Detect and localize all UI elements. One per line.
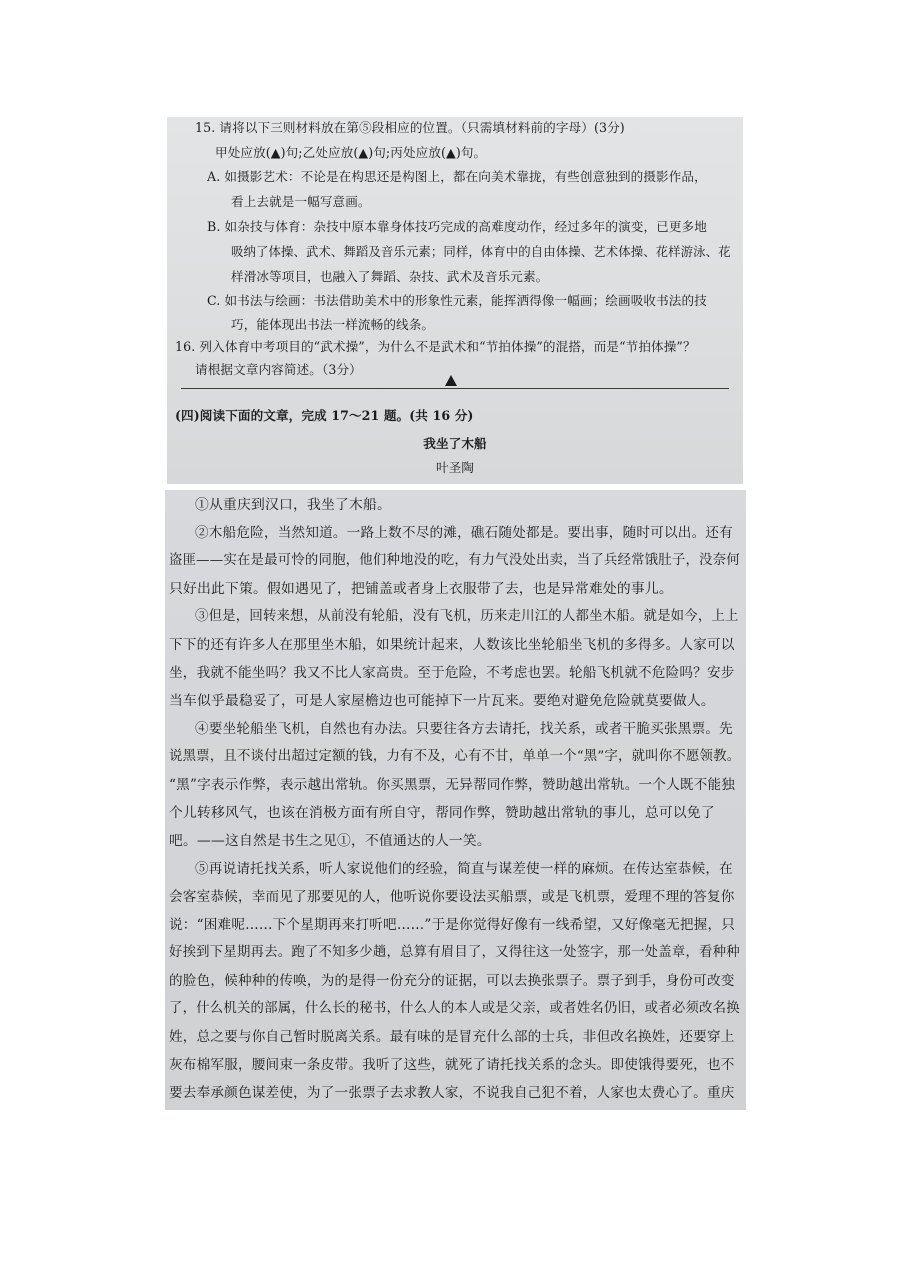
para-3-line: 当车似乎最稳妥了，可是人家屋檐边也可能掉下一片瓦来。要绝对避免危险就莫要做人。 xyxy=(169,693,715,709)
section-four-heading: (四)阅读下面的文章，完成 17～21 题。(共 16 分) xyxy=(175,408,474,423)
exam-photo-top xyxy=(167,117,743,484)
para-5-line: 要去奉承颜色谋差使，为了一张票子去求教人家，不说我自己犯不着，人家也太费心了。重庆 xyxy=(169,1085,735,1101)
para-5-line: 了，什么机关的部属，什么长的秘书，什么人的本人或是父亲，或者姓名仍旧，或者必须改名换 xyxy=(169,1001,740,1016)
para-5-line: ⑤再说请托找关系，听人家说他们的经验，简直与谋差使一样的麻烦。在传达室恭候，在 xyxy=(195,861,733,877)
article-title: 我坐了木船 xyxy=(423,436,487,451)
q16-line-1: 16. 列入体育中考项目的“武术操”，为什么不是武术和“节拍体操”的混搭，而是“节拍体操”？ xyxy=(175,339,696,354)
para-3-line: ③但是，回转来想，从前没有轮船，没有飞机，历来走川江的人都坐木船。就是如今，上上 xyxy=(195,609,739,624)
option-b-line-1: B. 如杂技与体育：杂技中原本靠身体技巧完成的高难度动作，经过多年的演变，已更多地 xyxy=(207,219,707,234)
para-2-line: 盗匪——实在是最可怜的同胞，他们种地没的吃，有力气没处出卖，当了兵经常饿肚子，没奈何 xyxy=(169,553,740,568)
para-5-line: 说：“困难呢……下个星期再来打听吧……”于是你觉得好像有一线希望，又好像毫无把握，只 xyxy=(169,917,736,933)
para-1-line: ①从重庆到汉口，我坐了木船。 xyxy=(195,497,391,513)
article-author: 叶圣陶 xyxy=(435,460,475,475)
para-4-line: ④要坐轮船坐飞机，自然也有办法。只要往各方去请托，找关系，或者干脆买张黑票。先 xyxy=(195,721,733,737)
answer-triangle-icon xyxy=(445,375,457,386)
q15-blank-line: 甲处应放(▲)句;乙处应放(▲)句;丙处应放(▲)句。 xyxy=(215,145,487,160)
para-5-line: 好挨到下星期再去。跑了不知多少趟，总算有眉目了，又得往这一处签字，那一处盖章，看种种 xyxy=(169,945,740,960)
para-2-line: 只好出此下策。假如遇见了，把铺盖或者身上衣服带了去，也是异常难处的事儿。 xyxy=(169,581,673,597)
para-4-line: 吧。——这自然是书生之见①，不值通达的人一笑。 xyxy=(169,833,491,849)
option-b-line-2: 吸纳了体操、武术、舞蹈及音乐元素；同样，体育中的自由体操、艺术体操、花样游泳、花 xyxy=(231,244,731,259)
option-c-line-2: 巧，能体现出书法一样流畅的线条。 xyxy=(231,317,435,332)
option-a-line-1: A. 如摄影艺术：不论是在构思还是构图上，都在向美术靠拢，有些创意独到的摄影作品， xyxy=(207,169,707,184)
para-4-line: 个儿转移风气，也该在消极方面有所自守，帮同作弊，赞助越出常轨的事儿，总可以免了 xyxy=(169,805,715,821)
para-5-line: 会客室恭候，幸而见了那要见的人，他听说你要设法买船票，或是飞机票，爱理不理的答复你 xyxy=(169,889,735,905)
option-a-line-2: 看上去就是一幅写意画。 xyxy=(231,194,371,209)
para-5-line: 的脸色，候种种的传唤，为的是得一份充分的证据，可以去换张票子。票子到手，身份可改变 xyxy=(169,973,735,989)
para-5-line: 灰布棉军服，腰间束一条皮带。我听了这些，就死了请托找关系的念头。即使饿得要死，也不 xyxy=(169,1057,735,1073)
para-3-line: 坐，我就不能坐吗？我又不比人家高贵。至于危险，不考虑也罢。轮船飞机就不危险吗？安步 xyxy=(169,665,735,681)
q15-stem: 15. 请将以下三则材料放在第⑤段相应的位置。（只需填材料前的字母）(3分) xyxy=(195,120,625,135)
option-b-line-3: 样滑冰等项目，也融入了舞蹈、杂技、武术及音乐元素。 xyxy=(231,269,549,284)
q16-line-2: 请根据文章内容简述。（3分） xyxy=(195,362,362,377)
para-3-line: 下下的还有许多人在那里坐木船，如果统计起来，人数该比坐轮船坐飞机的多得多。人家可以 xyxy=(169,637,735,653)
section-divider xyxy=(181,388,729,389)
para-5-line: 姓，总之要与你自己暂时脱离关系。最有味的是冒充什么部的士兵，非但改名换姓，还要穿上 xyxy=(169,1029,735,1045)
para-2-line: ②木船危险，当然知道。一路上数不尽的滩，礁石随处都是。要出事，随时可以出。还有 xyxy=(195,525,733,541)
para-4-line: 说黑票，且不谈付出超过定额的钱，力有不及，心有不甘，单单一个“黑”字，就叫你不愿领教。 xyxy=(169,749,741,764)
option-c-line-1: C. 如书法与绘画：书法借助美术中的形象性元素，能挥洒得像一幅画；绘画吸收书法的技 xyxy=(207,293,707,308)
exam-photo-bottom xyxy=(165,490,746,1110)
para-4-line: “黑”字表示作弊，表示越出常轨。你买黑票，无异帮同作弊，赞助越出常轨。一个人既不能独 xyxy=(169,777,736,793)
